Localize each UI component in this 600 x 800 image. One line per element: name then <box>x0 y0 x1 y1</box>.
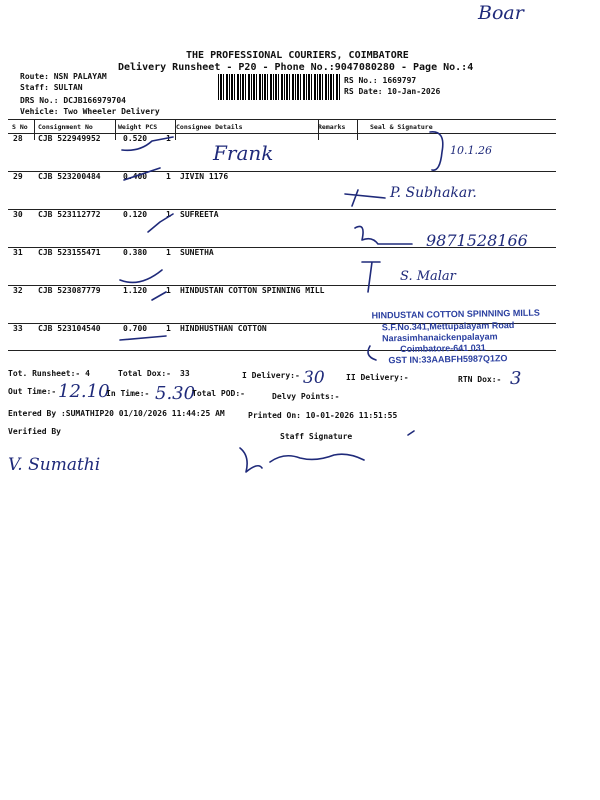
ii-delivery-label: II Delivery:- <box>346 373 409 382</box>
staff-signature-tick <box>408 431 414 435</box>
verified-by-label: Verified By <box>8 427 61 436</box>
row-30-consignee: SUFREETA <box>180 210 219 219</box>
in-time-value: 5.30 <box>155 383 196 404</box>
stamp-line-3: Narasimhanaickenpalayam <box>381 331 498 344</box>
row-30-seal-signature: 9871528166 <box>426 231 528 250</box>
stamp-line-1: HINDUSTAN COTTON SPINNING MILLS <box>371 307 540 321</box>
signature-row-28 <box>430 132 443 170</box>
out-time-value: 12.10 <box>58 381 110 402</box>
row-29-sno: 29 <box>13 172 23 181</box>
header-consignee: Consignee Details <box>176 123 243 131</box>
row-30-consignment: CJB 523112772 <box>38 210 101 219</box>
header-seal: Seal & Signature <box>370 123 433 131</box>
printed-on: Printed On: 10-01-2026 11:51:55 <box>248 411 398 420</box>
signature-row-30 <box>355 227 412 245</box>
staff-signature-mark <box>240 448 364 472</box>
rs-number: RS No.: 1669797 <box>344 76 417 85</box>
tick-row-31 <box>120 270 162 282</box>
row-32-sno: 32 <box>13 286 23 295</box>
header-weight-pcs: Weight PCS <box>118 123 158 131</box>
header-consignment: Consignment No <box>38 123 93 131</box>
row-33-consignee: HINDHUSTHAN COTTON <box>180 324 267 333</box>
stamp-line-5: GST IN:33AABFH5987Q1ZO <box>388 353 508 366</box>
row-33-sno: 33 <box>13 324 23 333</box>
rtn-dox-value: 3 <box>510 368 522 389</box>
total-dox-value: 33 <box>180 369 190 378</box>
row-29-consignee: JIVIN 1176 <box>180 172 229 181</box>
rtn-dox-label: RTN Dox:- <box>458 375 502 384</box>
row-28-pcs: 1 <box>166 134 171 143</box>
row-29-seal-signature: P. Subhakar. <box>390 185 477 201</box>
out-time-label: Out Time:- <box>8 387 57 396</box>
staff-label: Staff: SULTAN <box>20 83 83 92</box>
row-31-seal-signature: S. Malar <box>400 269 456 284</box>
total-pod-label: Total POD:- <box>192 389 245 398</box>
staff-signature-label: Staff Signature <box>280 432 353 441</box>
rs-date: RS Date: 10-Jan-2026 <box>344 87 441 96</box>
row-33-consignment: CJB 523104540 <box>38 324 101 333</box>
row-29-weight: 0.400 <box>123 172 148 181</box>
route-label: Route: NSN PALAYAM <box>20 72 107 81</box>
row-31-weight: 0.380 <box>123 248 148 257</box>
drs-label: DRS No.: DCJB166979704 <box>20 96 126 105</box>
stamp-line-4: Coimbatore-641 031 <box>400 342 486 355</box>
stamp-line-2: S.F.No.341,Mettupalayam Road <box>381 320 515 333</box>
row-32-consignment: CJB 523087779 <box>38 286 101 295</box>
verified-by-signature: V. Sumathi <box>8 455 101 475</box>
runsheet-title: Delivery Runsheet - P20 - Phone No.:9047080280 - Page No.:4 <box>118 62 474 73</box>
row-31-consignee: SUNETHA <box>180 248 214 257</box>
header-remarks: Remarks <box>318 123 346 131</box>
row-32-consignee: HINDUSTAN COTTON SPINNING MILL <box>180 286 325 295</box>
row-29-consignment: CJB 523200484 <box>38 172 101 181</box>
row-28-weight: 0.520 <box>123 134 148 143</box>
company-stamp <box>359 304 560 367</box>
tick-row-32 <box>152 292 166 300</box>
header-sno: S No <box>12 123 28 131</box>
row-32-pcs: 1 <box>166 286 171 295</box>
vehicle-label: Vehicle: Two Wheeler Delivery <box>20 107 160 116</box>
row-30-sno: 30 <box>13 210 23 219</box>
corner-note: Boar <box>478 2 524 24</box>
delvy-points-label: Delvy Points:- <box>272 392 340 401</box>
i-delivery-label: I Delivery:- <box>242 371 300 380</box>
signature-row-29 <box>345 190 385 206</box>
row-28-sno: 28 <box>13 134 23 143</box>
total-dox-label: Total Dox:- <box>118 369 171 378</box>
tick-row-28 <box>122 137 173 150</box>
company-title: THE PROFESSIONAL COURIERS, COIMBATORE <box>186 50 409 61</box>
tot-runsheet: Tot. Runsheet:- 4 <box>8 369 90 378</box>
row-29-pcs: 1 <box>166 172 171 181</box>
strike-row-33 <box>120 336 166 340</box>
row-31-sno: 31 <box>13 248 23 257</box>
row-28-consignment: CJB 522949952 <box>38 134 101 143</box>
i-delivery-value: 30 <box>303 368 325 388</box>
strike-row-29 <box>124 168 160 180</box>
row-28-seal-signature: 10.1.26 <box>450 144 492 157</box>
tick-row-30 <box>148 214 173 232</box>
row-33-pcs: 1 <box>166 324 171 333</box>
signature-row-31 <box>362 262 380 292</box>
row-32-weight: 1.120 <box>123 286 148 295</box>
row-28-handwritten-name: Frank <box>213 141 274 165</box>
row-31-consignment: CJB 523155471 <box>38 248 101 257</box>
entered-by: Entered By :SUMATHIP20 01/10/2026 11:44:25 AM <box>8 409 225 418</box>
in-time-label: In Time:- <box>106 389 150 398</box>
row-31-pcs: 1 <box>166 248 171 257</box>
row-33-weight: 0.700 <box>123 324 148 333</box>
row-30-weight: 0.120 <box>123 210 148 219</box>
row-30-pcs: 1 <box>166 210 171 219</box>
